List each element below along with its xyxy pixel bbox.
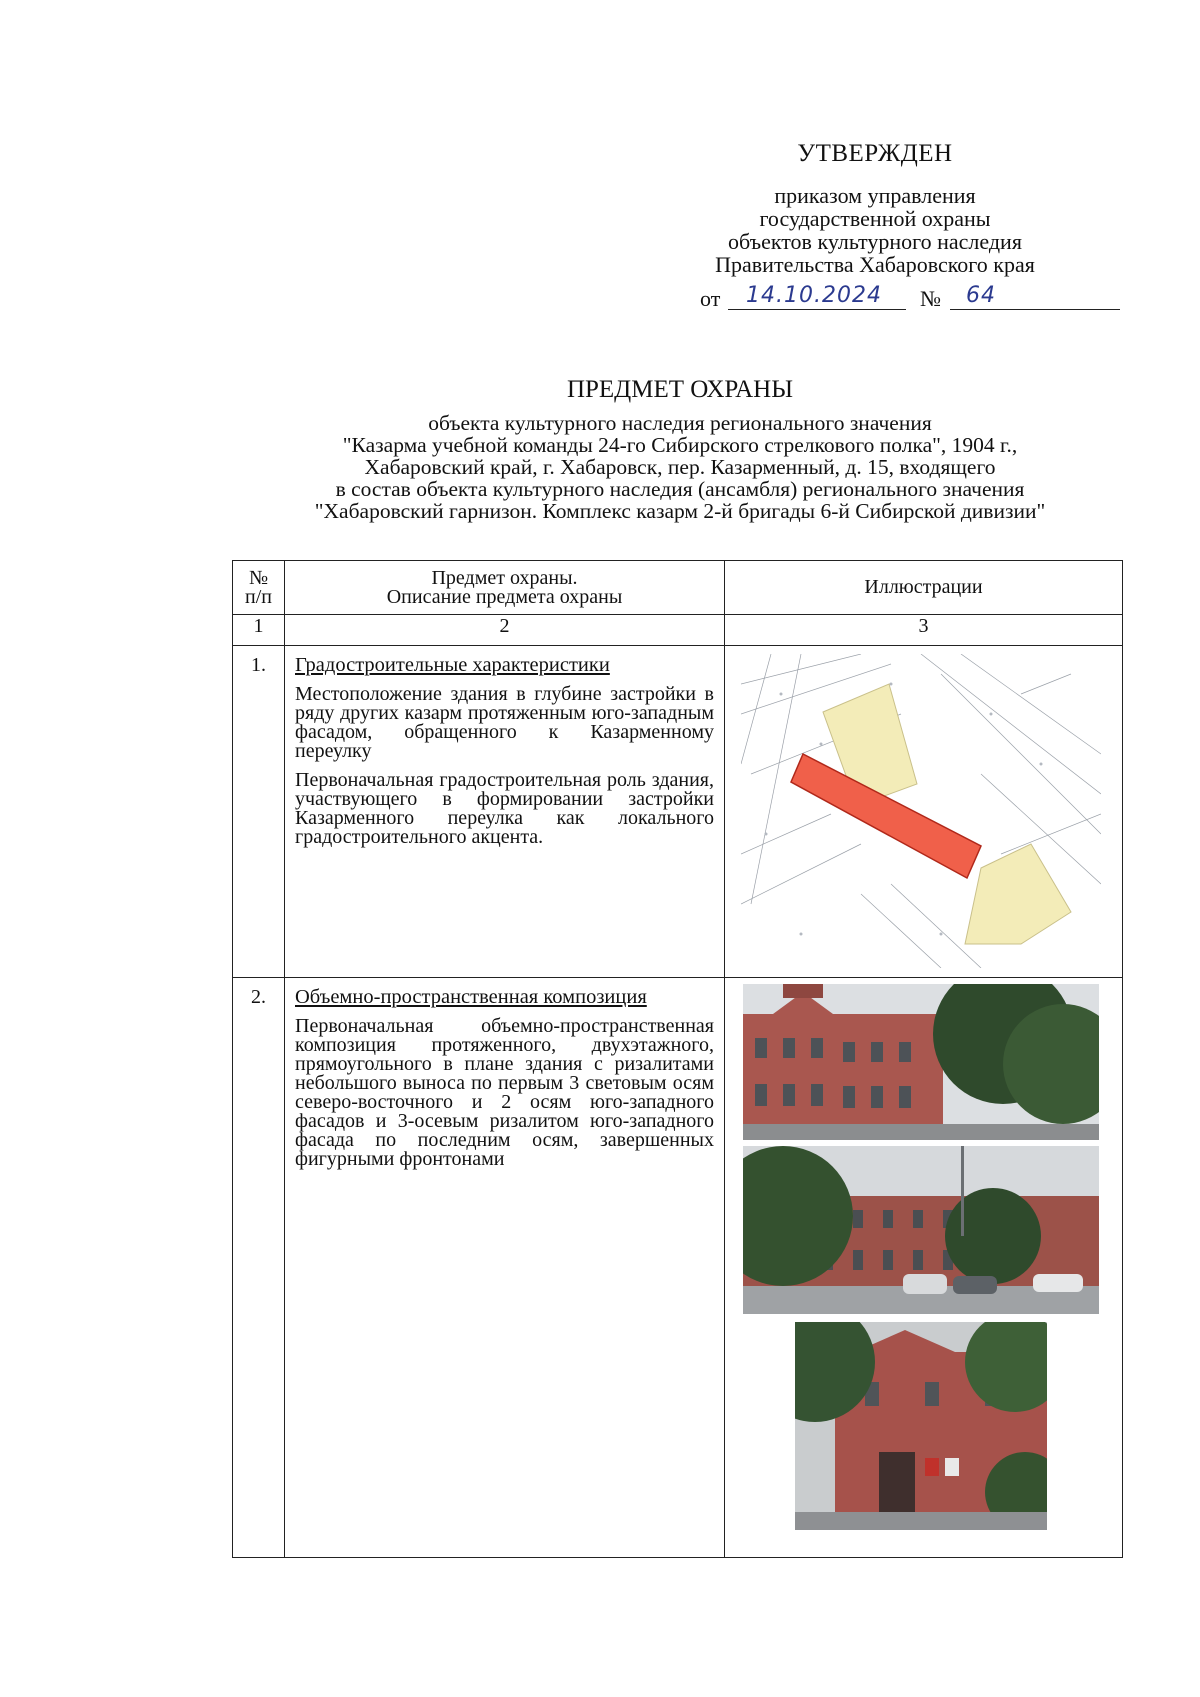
site-plan-map <box>741 654 1101 968</box>
approval-line: Правительства Хабаровского края <box>715 252 1035 277</box>
table-row <box>233 978 1123 1558</box>
subtitle-line: "Хабаровский гарнизон. Комплекс казарм 2-й бригады 6-й Сибирской дивизии" <box>314 499 1046 523</box>
row-heading: Объемно-пространственная композиция <box>295 986 647 1008</box>
facade-photo-2 <box>743 1146 1099 1314</box>
subtitle-line: в состав объекта культурного наследия (ансамбля) регионального значения <box>335 477 1025 501</box>
row-paragraph: Первоначальная градостроительная роль здания, участвующего в формировании застройки Казарменного переулка как локального градостроительного акцента. <box>295 769 714 848</box>
subtitle-line: Хабаровский край, г. Хабаровск, пер. Казарменный, д. 15, входящего <box>364 455 996 479</box>
entrance-photo <box>795 1322 1047 1530</box>
approval-line: объектов культурного наследия <box>728 229 1022 254</box>
row-number: 1. <box>233 646 285 978</box>
col-header-illustrations: Иллюстрации <box>725 561 1123 615</box>
row-description <box>285 978 725 1558</box>
number-prefix: № <box>920 286 941 311</box>
protection-table <box>232 560 1123 1558</box>
row-illustration <box>725 978 1123 1558</box>
subtitle-line: "Казарма учебной команды 24-го Сибирского стрелкового полка", 1904 г., <box>342 433 1018 457</box>
row-number: 2. <box>233 978 285 1558</box>
table-row <box>233 646 1123 978</box>
subtitle-line: объекта культурного наследия регионального значения <box>428 411 932 435</box>
order-date-number <box>700 280 1120 314</box>
date-prefix: от <box>700 286 721 311</box>
row-paragraph: Местоположение здания в глубине застройки в ряду других казарм протяженным юго-западным фасадом, обращенного к Казарменному переулку <box>295 683 714 762</box>
approval-line: государственной охраны <box>759 206 991 231</box>
header-row <box>233 561 1123 615</box>
col-header-number: № п/п <box>233 561 285 615</box>
approval-title: УТВЕРЖДЕН <box>797 140 953 167</box>
document-subtitle <box>180 412 1180 522</box>
row-description <box>285 646 725 978</box>
column-number: 1 <box>233 615 285 646</box>
handwritten-number: 64 <box>966 283 996 308</box>
column-number-row <box>233 615 1123 646</box>
row-heading: Градостроительные характеристики <box>295 654 610 676</box>
column-number: 2 <box>285 615 725 646</box>
column-number: 3 <box>725 615 1123 646</box>
handwritten-date: 14.10.2024 <box>746 283 882 308</box>
row-illustration <box>725 646 1123 978</box>
approval-block <box>640 140 1110 276</box>
approval-line: приказом управления <box>774 183 976 208</box>
col-header-description: Предмет охраны. Описание предмета охраны <box>285 561 725 615</box>
document-title: ПРЕДМЕТ ОХРАНЫ <box>566 376 794 403</box>
row-paragraph: Первоначальная объемно-пространственная композиция протяженного, двухэтажного, прямоугольного в плане здания с ризалитами небольшого выноса по первым 3 световым осям северо-восточного и 2 осям юго-западного фасадов и 3-осевым ризалитом юго-западного фасада по последним осям, завершенных фигурными фронтонами <box>295 1015 714 1170</box>
facade-photo-1 <box>743 984 1099 1140</box>
